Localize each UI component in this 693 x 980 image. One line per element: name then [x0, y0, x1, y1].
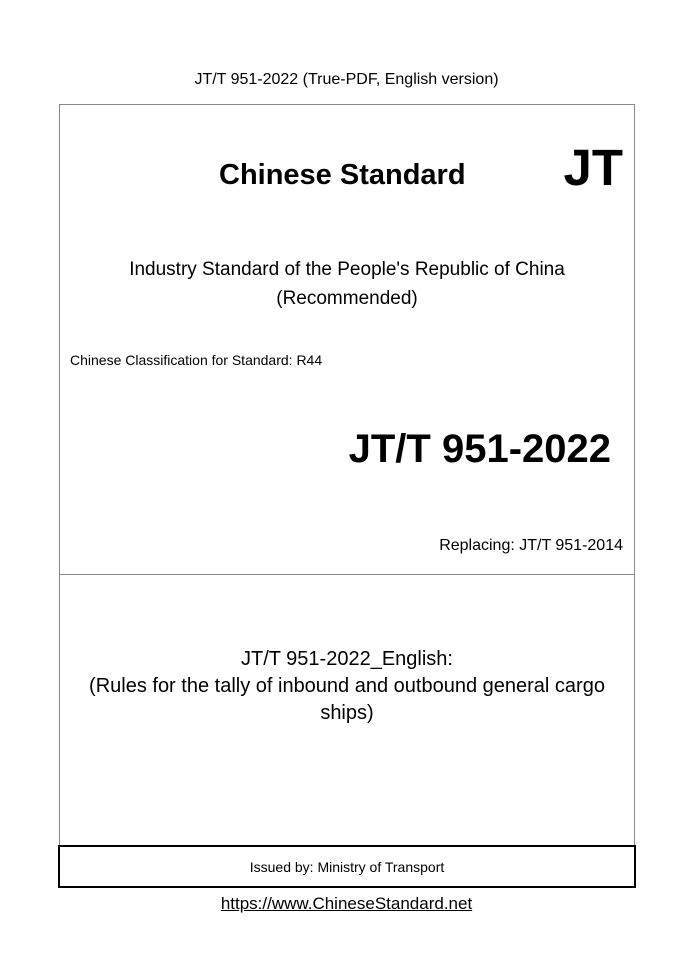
replacing-line: Replacing: JT/T 951-2014: [439, 537, 623, 554]
page-header: JT/T 951-2022 (True-PDF, English version): [194, 71, 499, 88]
industry-standard-line: Industry Standard of the People's Republic of China: [129, 259, 565, 280]
issued-by-box: [58, 845, 636, 888]
cover-title: Chinese Standard: [219, 159, 466, 191]
english-title-line-2: (Rules for the tally of inbound and outbound general cargo: [89, 675, 605, 697]
english-title-block: [59, 646, 635, 727]
standard-number: JT/T 951-2022: [348, 427, 611, 471]
website-footer: [0, 893, 693, 915]
classification-line: Chinese Classification for Standard: R44: [70, 352, 323, 368]
website-link[interactable]: https://www.ChineseStandard.net: [220, 894, 473, 913]
recommended-label: (Recommended): [276, 288, 418, 309]
english-title-line-1: JT/T 951-2022_English:: [241, 648, 453, 670]
issued-by-text: Issued by: Ministry of Transport: [249, 859, 445, 875]
title-row: [59, 139, 635, 206]
english-title-line-3: ships): [320, 702, 374, 724]
category-mark: JT: [563, 139, 623, 196]
